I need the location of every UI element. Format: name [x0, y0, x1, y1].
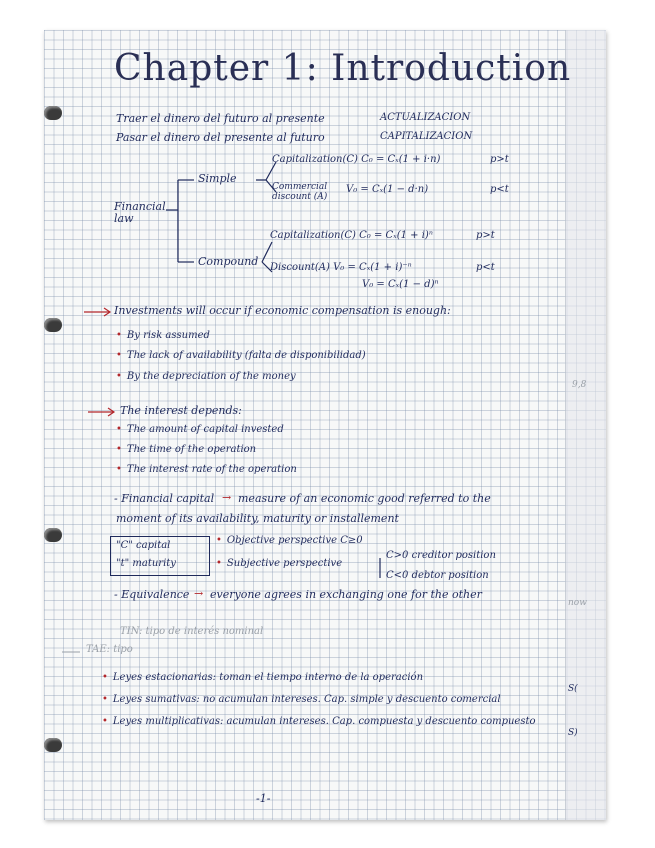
equivalence-label: - Equivalence: [114, 588, 190, 601]
def-term-1: ACTUALIZACION: [380, 112, 471, 123]
box-capital: "C" capital: [116, 540, 171, 551]
simple-discount-label: Commercial discount (A): [272, 182, 328, 202]
simple-discount: V₀ = Cₓ(1 − d·n): [346, 184, 429, 195]
arrow-icon: →: [194, 587, 204, 600]
equivalence-def: everyone agrees in exchanging one for the other: [210, 588, 482, 601]
simple-disc-condition: p<t: [490, 184, 509, 195]
compound-discount: Discount(A) V₀ = Cₓ(1 + i)⁻ⁿ: [270, 262, 412, 273]
investments-heading: Investments will occur if economic compensation is enough:: [114, 304, 451, 317]
comp-disc-condition: p<t: [476, 262, 495, 273]
binder-ring-icon: [44, 528, 62, 542]
investment-item: • The lack of availability (falta de disponibilidad): [116, 350, 366, 361]
comp-cap-condition: p>t: [476, 230, 495, 241]
pencil-note-tin: TIN: tipo de interés nominal: [120, 626, 264, 637]
binder-ring-icon: [44, 318, 62, 332]
interest-heading: The interest depends:: [120, 404, 242, 417]
tree-compound: Compound: [198, 255, 259, 268]
tree-simple: Simple: [198, 172, 237, 185]
financial-capital-def-2: moment of its availability, maturity or installement: [116, 512, 399, 525]
simple-cap-condition: p>t: [490, 154, 509, 165]
compound-capitalization: Capitalization(C) C₀ = Cₓ(1 + i)ⁿ: [270, 230, 433, 241]
interest-item: • The amount of capital invested: [116, 424, 284, 435]
def-line-2: Pasar el dinero del presente al futuro: [116, 131, 325, 144]
pencil-note-tae: TAE: tipo: [86, 644, 133, 655]
financial-capital-label: - Financial capital: [114, 492, 215, 505]
simple-capitalization: Capitalization(C) C₀ = Cₓ(1 + i·n): [272, 154, 441, 165]
box-maturity: "t" maturity: [116, 558, 176, 569]
interest-item: • The time of the operation: [116, 444, 256, 455]
interest-item: • The interest rate of the operation: [116, 464, 297, 475]
debtor-position: C<0 debtor position: [386, 570, 489, 581]
margin-note: S): [568, 728, 578, 738]
binder-ring-icon: [44, 106, 62, 120]
law-item: • Leyes sumativas: no acumulan intereses. Cap. simple y descuento comercial: [102, 694, 501, 705]
objective-perspective: • Objective perspective C≥0: [216, 535, 363, 546]
tree-root: Financial law: [114, 200, 166, 225]
subjective-perspective: • Subjective perspective: [216, 558, 342, 569]
creditor-position: C>0 creditor position: [386, 550, 496, 561]
margin-note: now: [568, 598, 587, 608]
def-line-1: Traer el dinero del futuro al presente: [116, 112, 325, 125]
law-item: • Leyes multiplicativas: acumulan intereses. Cap. compuesta y descuento compuesto: [102, 716, 536, 727]
compound-discount-alt: V₀ = Cₓ(1 − d)ⁿ: [362, 279, 439, 290]
investment-item: • By risk assumed: [116, 330, 210, 341]
notebook-page: [44, 30, 606, 820]
arrow-icon: →: [222, 491, 232, 504]
margin-note: 9,8: [572, 380, 587, 390]
binder-ring-icon: [44, 738, 62, 752]
margin-note: S(: [568, 684, 578, 694]
def-term-2: CAPITALIZACION: [380, 131, 473, 142]
page-title: Chapter 1: Introduction: [114, 48, 572, 89]
investment-item: • By the depreciation of the money: [116, 371, 296, 382]
page-number: -1-: [256, 792, 271, 805]
financial-capital-def: measure of an economic good referred to the: [238, 492, 491, 505]
law-item: • Leyes estacionarias: toman el tiempo interno de la operación: [102, 672, 423, 683]
